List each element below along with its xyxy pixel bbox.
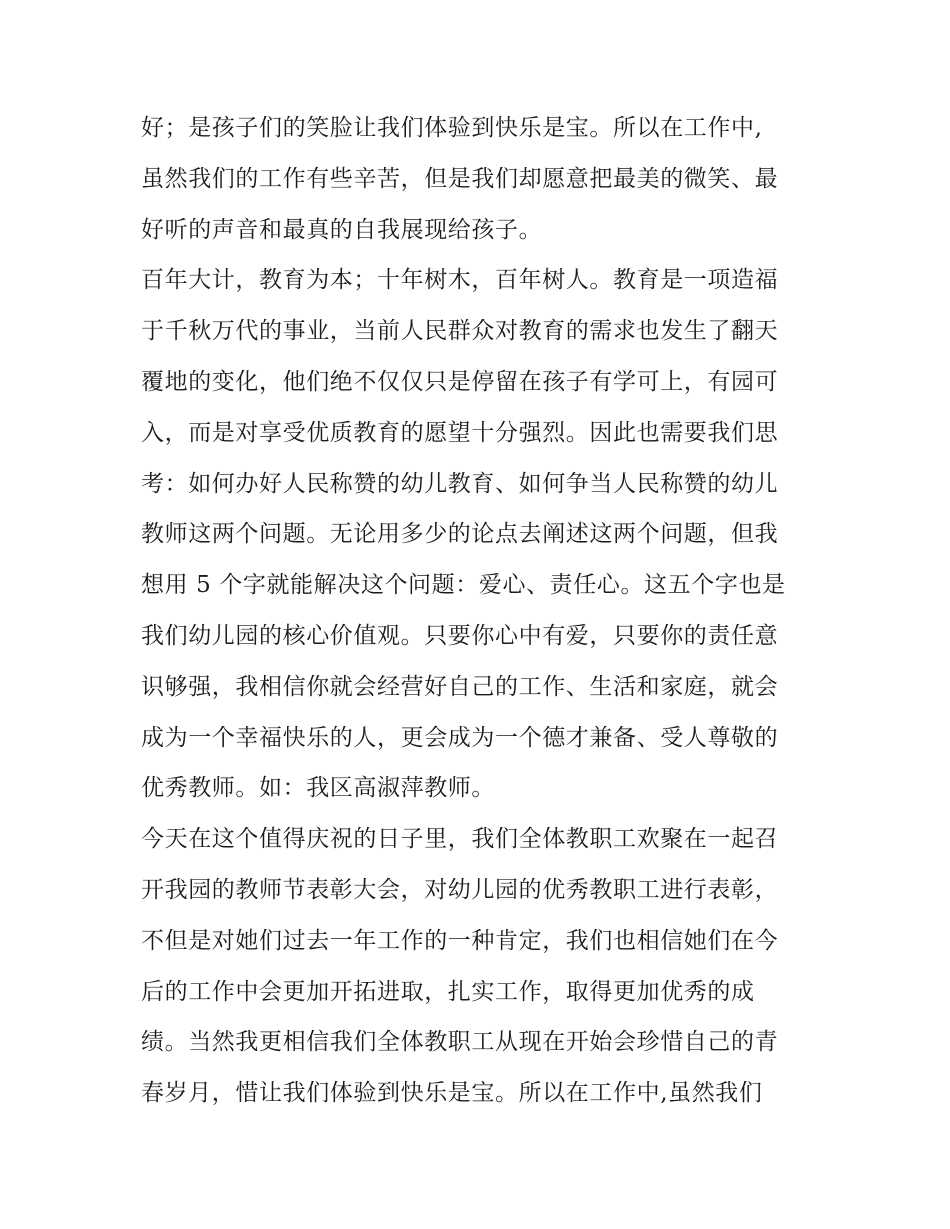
- text-line: 春岁月，惜让我们体验到快乐是宝。所以在工作中,虽然我们: [141, 1080, 763, 1107]
- text-line: 识够强，我相信你就会经营好自己的工作、生活和家庭，就会: [141, 673, 779, 700]
- text-line: 教师这两个问题。无论用多少的论点去阐述这两个问题，但我: [141, 521, 779, 548]
- text-line: 好；是孩子们的笑脸让我们体验到快乐是宝。所以在工作中,: [141, 115, 763, 141]
- text-line: 覆地的变化，他们绝不仅仅只是停留在孩子有学可上，有园可: [141, 368, 779, 395]
- text-line: 成为一个幸福快乐的人，更会成为一个德才兼备、受人尊敬的: [141, 724, 779, 751]
- text-line: 考：如何办好人民称赞的幼儿教育、如何争当人民称赞的幼儿: [141, 470, 779, 497]
- text-line: 于千秋万代的事业，当前人民群众对教育的需求也发生了翻天: [141, 318, 779, 345]
- text-line: 开我园的教师节表彰大会，对幼儿园的优秀教职工进行表彰，: [141, 876, 779, 903]
- text-line: 今天在这个值得庆祝的日子里，我们全体教职工欢聚在一起召: [141, 826, 779, 853]
- text-line: 绩。当然我更相信我们全体教职工从现在开始会珍惜自己的青: [141, 1029, 779, 1056]
- text-line: 不但是对她们过去一年工作的一种肯定，我们也相信她们在今: [141, 927, 779, 954]
- text-line: 想用 5 个字就能解决这个问题：爱心、责任心。这五个字也是: [141, 572, 786, 599]
- document-body: [141, 103, 813, 1119]
- text-line: 百年大计，教育为本；十年树木，百年树人。教育是一项造福: [141, 267, 779, 294]
- text-line: 入，而是对享受优质教育的愿望十分强烈。因此也需要我们思: [141, 419, 779, 446]
- text-line: 好听的声音和最真的自我展现给孩子。: [141, 216, 543, 243]
- text-line: 虽然我们的工作有些辛苦，但是我们却愿意把最美的微笑、最: [141, 165, 779, 192]
- text-line: 后的工作中会更加开拓进取，扎实工作，取得更加优秀的成: [141, 978, 755, 1005]
- text-line: 优秀教师。如：我区高淑萍教师。: [141, 775, 495, 802]
- text-line: 我们幼儿园的核心价值观。只要你心中有爱，只要你的责任意: [141, 622, 779, 649]
